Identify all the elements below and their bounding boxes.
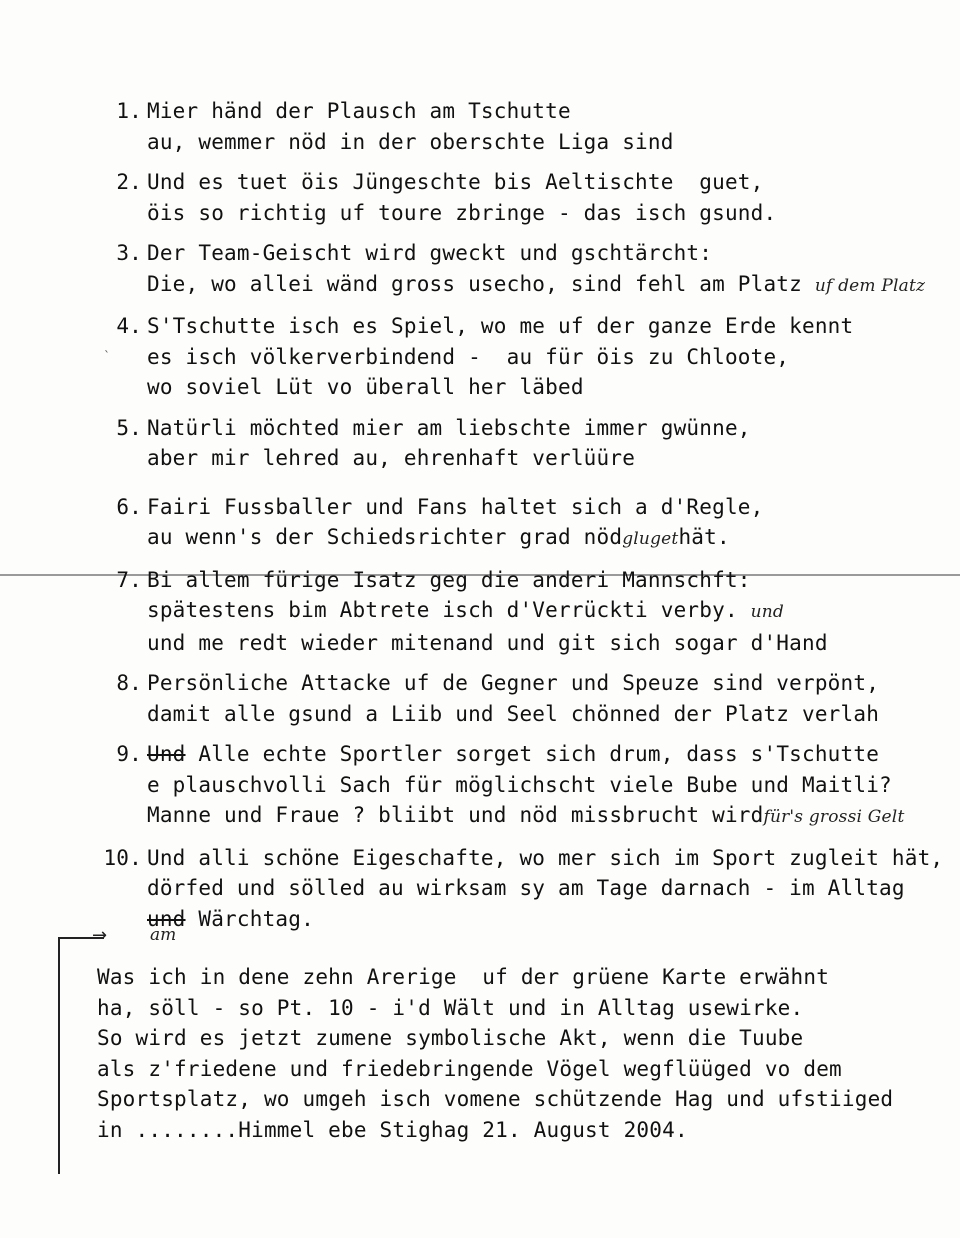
item-line-text: spätestens bim Abtrete isch d'Verrückti verby. <box>147 598 738 622</box>
item-line-with-strike <box>147 904 920 935</box>
item-line-text: Die, wo allei wänd gross usecho, sind fehl am Platz <box>147 271 802 296</box>
paragraph-line: Was ich in dene zehn Arerige uf der grüene Karte erwähnt <box>97 965 830 989</box>
item-line: e plauschvolli Sach für möglichscht viele Bube und Maitli? <box>147 772 892 797</box>
list-item <box>100 492 920 555</box>
list-item <box>100 413 920 474</box>
list-item <box>100 238 926 301</box>
paragraph-line: So wird es jetzt zumene symbolische Akt, wenn die Tuube <box>97 1026 804 1050</box>
item-number: 9. <box>116 742 142 766</box>
list-item <box>100 167 920 228</box>
item-line-with-note <box>147 595 920 628</box>
item-number: 5. <box>116 415 142 440</box>
handwritten-note: uf dem Platz <box>814 275 926 296</box>
handwritten-insert: am <box>150 925 177 945</box>
handwritten-note: und <box>750 602 785 622</box>
item-number: 8. <box>116 671 142 695</box>
struck-word: und <box>147 906 186 931</box>
item-line-text: au wenn's der Schiedsrichter grad nöd <box>147 525 623 549</box>
item-number: 3. <box>116 241 142 265</box>
handwritten-insert: gluget <box>622 529 679 549</box>
item-number: 1. <box>116 99 142 123</box>
list-item <box>100 739 920 833</box>
numbered-list <box>100 96 944 944</box>
item-line: Fairi Fussballer und Fans haltet sich a d'Regle, <box>147 494 764 519</box>
item-line: dörfed und sölled au wirksam sy am Tage darnach - im Alltag <box>147 876 905 900</box>
item-number: 7. <box>116 567 142 592</box>
item-line: öis so richtig uf toure zbringe - das isch gsund. <box>147 200 777 225</box>
item-number: 10. <box>103 845 142 870</box>
item-line-with-note <box>147 800 920 833</box>
item-line-with-strike <box>147 739 920 770</box>
list-item <box>100 668 920 729</box>
item-line: Und alli schöne Eigeschafte, wo mer sich im Sport zugleit hät, <box>147 845 944 870</box>
bracket-line-vertical <box>58 938 60 1174</box>
paragraph-line: in ........Himmel ebe Stighag 21. August 2004. <box>97 1117 688 1142</box>
item-line: Der Team-Geischt wird gweckt und gschtärcht: <box>147 241 713 265</box>
item-line: damit alle gsund a Liib und Seel chönned der Platz verlah <box>147 701 880 726</box>
item-line: au, wemmer nöd in der oberschte Liga sind <box>147 129 674 154</box>
item-line: Mier händ der Plausch am Tschutte <box>147 99 571 123</box>
item-line-with-insert <box>147 522 920 555</box>
item-line-text: Wärchtag. <box>198 906 314 931</box>
item-line: und me redt wieder mitenand und git sich sogar d'Hand <box>147 630 828 655</box>
list-item <box>100 96 920 157</box>
item-number: 4. <box>116 314 142 338</box>
margin-mark: ` <box>104 349 110 363</box>
item-line-text: Manne und Fraue ? bliibt und nöd missbrucht wird <box>147 803 764 827</box>
item-line: wo soviel Lüt vo überall her läbed <box>147 375 584 399</box>
item-line: es isch völkerverbindend - au für öis zu Chloote, <box>147 344 790 369</box>
item-line-text: Alle echte Sportler sorget sich drum, dass s'Tschutte <box>198 742 880 766</box>
arrow-right-icon: → <box>92 925 108 946</box>
paragraph-line: Sportsplatz, wo umgeh isch vomene schützende Hag und ufstiiged <box>97 1087 894 1111</box>
item-line: Und es tuet öis Jüngeschte bis Aeltischte guet, <box>147 170 764 194</box>
closing-paragraph <box>97 962 897 1145</box>
item-line: S'Tschutte isch es Spiel, wo me uf der ganze Erde kennt <box>147 314 854 338</box>
item-line-with-note <box>147 269 926 302</box>
paragraph-line: ha, söll - so Pt. 10 - i'd Wält und in Alltag usewirke. <box>97 995 804 1020</box>
item-line: Persönliche Attacke uf de Gegner und Speuze sind verpönt, <box>147 671 880 695</box>
item-line: aber mir lehred au, ehrenhaft verlüüre <box>147 446 636 470</box>
struck-word: Und <box>147 742 186 766</box>
item-line: Bi allem fürige Isatz geg die anderi Mannschft: <box>147 567 751 592</box>
paragraph-line: als z'friedene und friedebringende Vögel wegflüüged vo dem <box>97 1056 842 1081</box>
item-number: 2. <box>116 170 142 194</box>
item-line: Natürli möchted mier am liebschte immer gwünne, <box>147 415 751 440</box>
list-item <box>100 565 920 659</box>
item-line-end: hät. <box>678 525 730 549</box>
handwritten-note: für's grossi Gelt <box>763 807 905 827</box>
list-item <box>100 843 944 935</box>
list-item <box>100 311 920 403</box>
item-number: 6. <box>116 494 142 519</box>
